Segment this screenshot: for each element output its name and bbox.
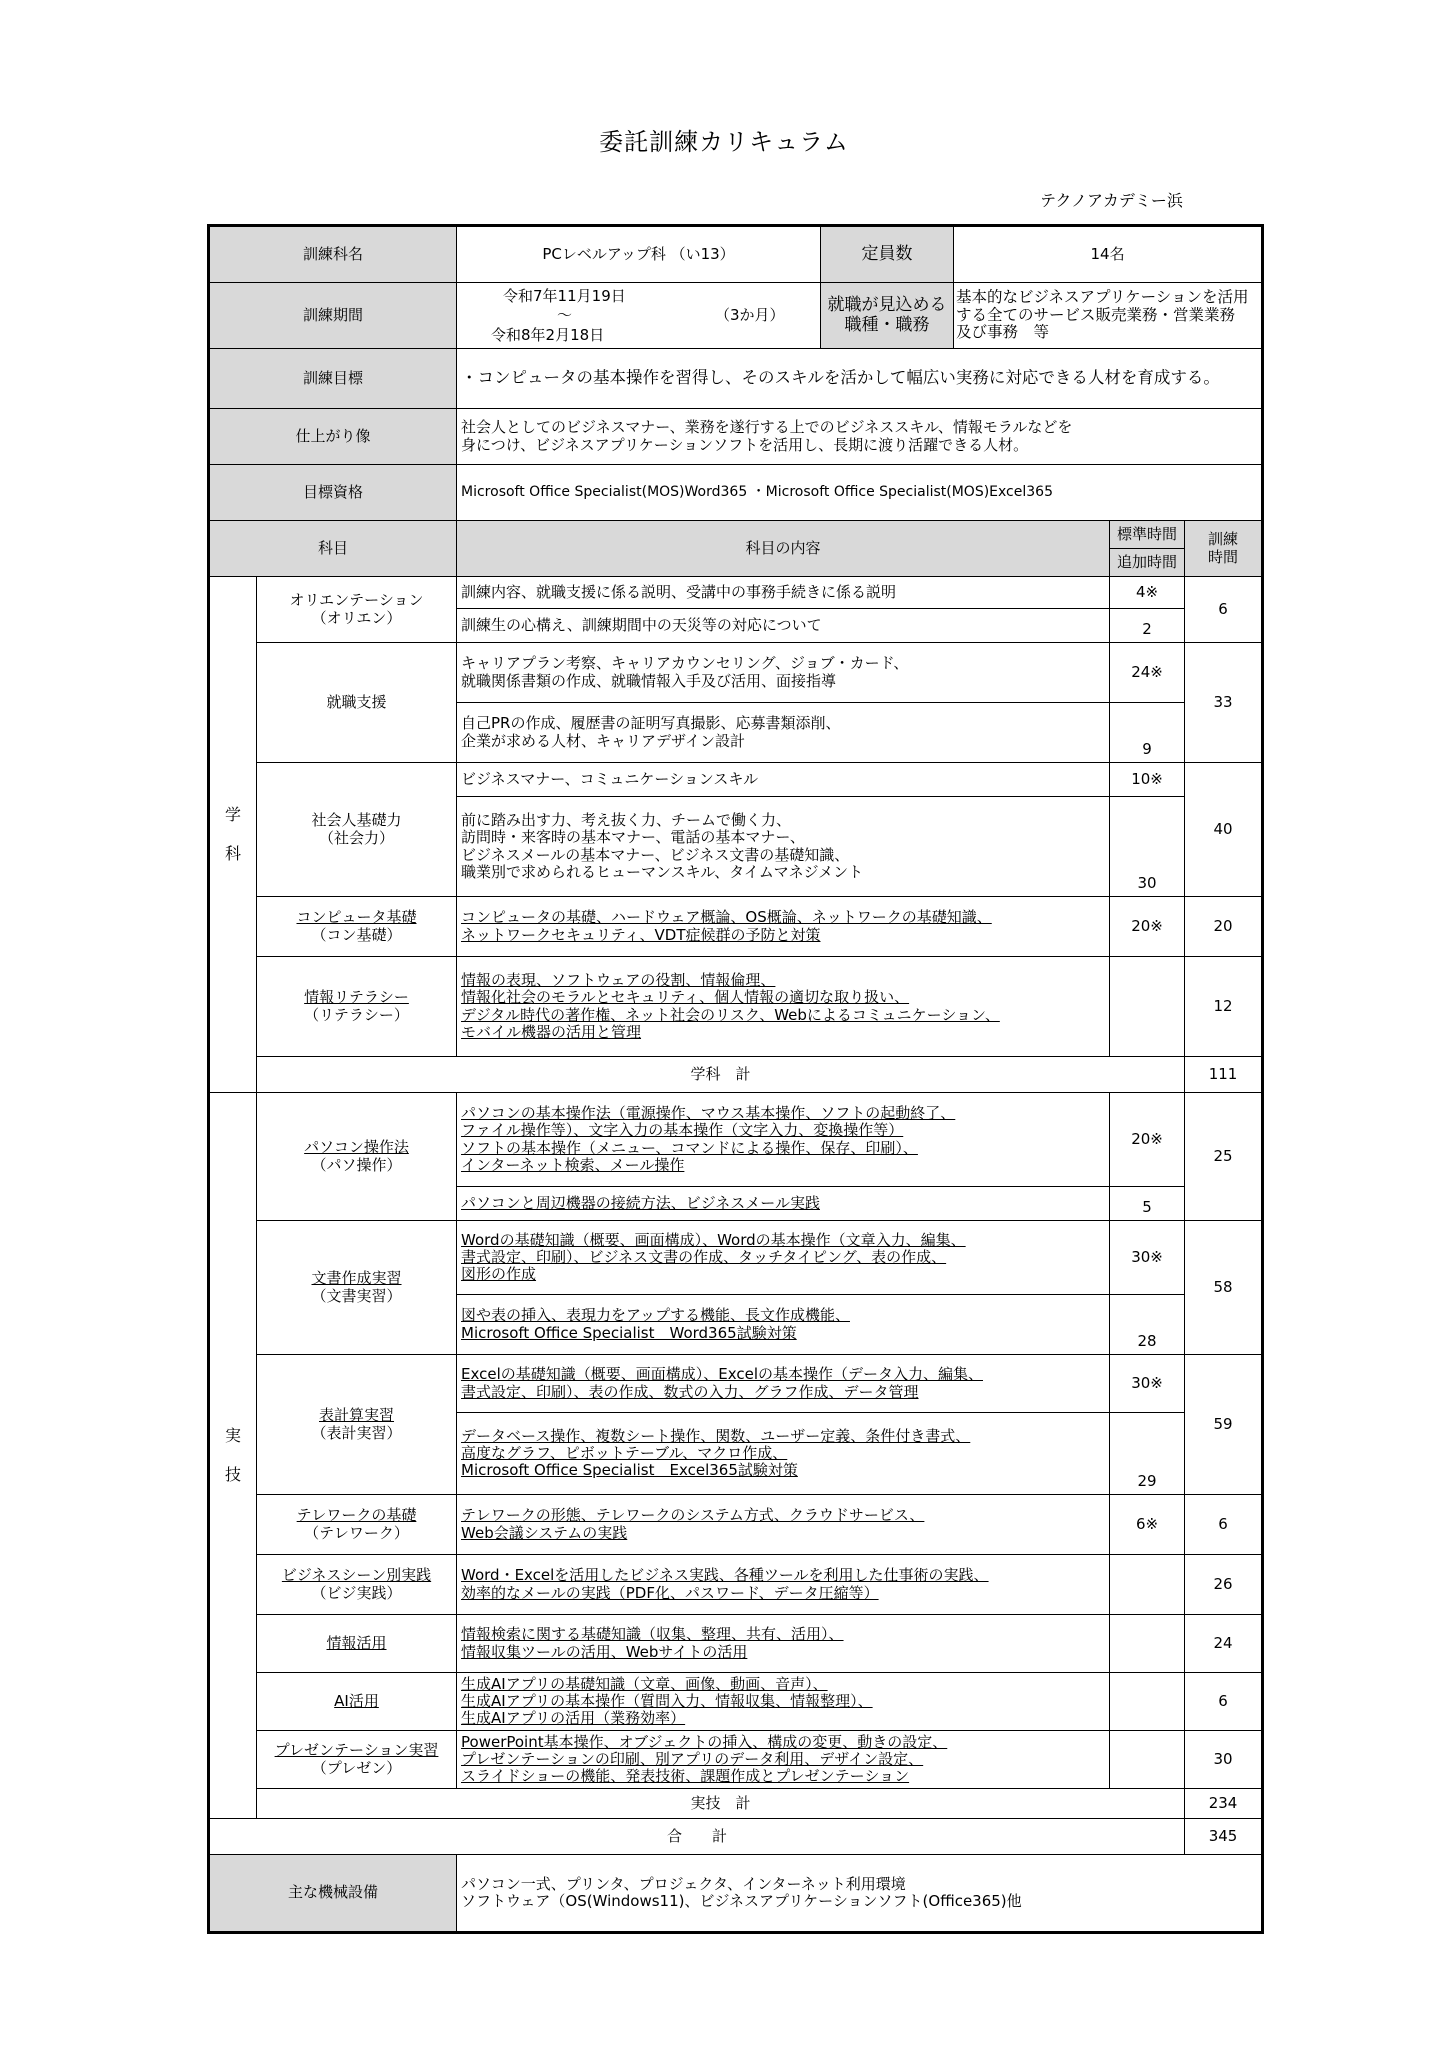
train-hours-line: 訓練: [1208, 530, 1239, 549]
content-line: Web会議システムの実践: [461, 1523, 628, 1542]
train-hours-line: 時間: [1208, 547, 1239, 566]
subject-content-cell: [457, 957, 1110, 1057]
content-line: 情報収集ツールの活用、Webサイトの活用: [461, 1642, 748, 1661]
content-line: Word・Excelを活用したビジネス実践、各種ツールを利用した仕事術の実践、: [461, 1566, 989, 1585]
subject-content-cell: [457, 797, 1110, 897]
content-line: データベース操作、複数シート操作、関数、ユーザー定義、条件付き書式、: [461, 1426, 971, 1445]
subject-row: [209, 1495, 1263, 1555]
content-line: インターネット検索、メール操作: [461, 1155, 685, 1174]
subject-name: 文書作成実習: [311, 1269, 402, 1288]
content-line: Wordの基礎知識（概要、画面構成）、Wordの基本操作（文章入力、編集、: [461, 1230, 966, 1249]
capacity-value: 14名: [954, 226, 1263, 283]
standard-hours-cell: [1110, 1731, 1185, 1789]
course-name-label: 訓練科名: [209, 226, 457, 283]
content-line: ネットワークセキュリティ、VDT症候群の予防と対策: [461, 925, 821, 944]
content-line: 生成AIアプリの基礎知識（文章、画像、動画、音声）、: [461, 1674, 828, 1693]
subject-name: 社会人基礎力: [311, 811, 402, 830]
content-line: 訓練内容、就職支援に係る説明、受講中の事務手続きに係る説明: [461, 582, 897, 601]
section-total-value: 234: [1185, 1789, 1263, 1819]
subject-name: 情報リテラシー: [304, 988, 409, 1007]
content-line: ビジネスマナー、コミュニケーションスキル: [461, 769, 759, 788]
content-line: 効率的なメールの実践（PDF化、パスワード、データ圧縮等）: [461, 1583, 879, 1602]
content-line: 図や表の挿入、表現力をアップする機能、長文作成機能、: [461, 1306, 850, 1325]
subject-name: AI活用: [334, 1691, 379, 1710]
subject-content-cell: [457, 577, 1110, 609]
finish-line: 身につけ、ビジネスアプリケーションソフトを活用し、長期に渡り活躍できる人材。: [461, 435, 1029, 454]
training-hours-cell: 30: [1185, 1731, 1263, 1789]
subject-name: 就職支援: [326, 692, 387, 711]
subject-column-header: 科目: [209, 521, 457, 577]
subject-name: テレワークの基礎: [296, 1506, 417, 1525]
section-total-label: 実技 計: [257, 1789, 1185, 1819]
training-hours-cell: 59: [1185, 1355, 1263, 1495]
grand-total-label: 合 計: [209, 1819, 1185, 1855]
subject-name-cell: [257, 1615, 457, 1673]
subject-name-cell: [257, 1093, 457, 1221]
row-period: [209, 283, 1263, 349]
subject-name-cell: [257, 1673, 457, 1731]
subject-name-cell: [257, 577, 457, 643]
content-line: 書式設定、印刷）、表の作成、数式の入力、グラフ作成、データ管理: [461, 1382, 919, 1401]
standard-hours-cell: 30※: [1110, 1355, 1185, 1413]
training-hours-cell: 6: [1185, 577, 1263, 643]
subject-content-cell: [457, 1187, 1110, 1221]
subject-content-cell: [457, 703, 1110, 763]
training-hours-cell: 40: [1185, 763, 1263, 897]
jobs-label: [821, 283, 954, 349]
content-line: モバイル機器の活用と管理: [461, 1022, 642, 1041]
standard-hours-cell: 6※: [1110, 1495, 1185, 1555]
subject-row: [209, 897, 1263, 957]
content-line: 職業別で求められるヒューマンスキル、タイムマネジメント: [461, 862, 864, 881]
subject-content-cell: [457, 1731, 1110, 1789]
subject-content-cell: [457, 1495, 1110, 1555]
subject-name-cell: [257, 1221, 457, 1355]
subject-row: [209, 1093, 1263, 1187]
content-line: 高度なグラフ、ピボットテーブル、マクロ作成、: [461, 1443, 788, 1462]
subject-abbr: （パソ操作）: [311, 1155, 402, 1174]
content-column-header: 科目の内容: [457, 521, 1110, 577]
content-line: 情報の表現、ソフトウェアの役割、情報倫理、: [461, 971, 776, 989]
subject-name: プレゼンテーション実習: [274, 1741, 439, 1760]
std-hours-column-header: 標準時間: [1110, 521, 1185, 549]
subject-abbr: （社会力）: [319, 828, 395, 847]
section-total-value: 111: [1185, 1057, 1263, 1093]
subject-abbr: （表計実習）: [311, 1423, 402, 1442]
qualification-label: 目標資格: [209, 465, 457, 521]
subject-name: コンピュータ基礎: [296, 908, 417, 927]
subject-name: パソコン操作法: [304, 1138, 409, 1157]
grand-total-row: [209, 1819, 1263, 1855]
training-hours-cell: 6: [1185, 1495, 1263, 1555]
content-line: 情報検索に関する基礎知識（収集、整理、共有、活用）、: [461, 1625, 844, 1644]
finish-label: 仕上がり像: [209, 409, 457, 465]
finish-value: [457, 409, 1263, 465]
jobs-line: 及び事務 等: [956, 323, 1050, 342]
subject-row: [209, 1555, 1263, 1615]
goal-value: ・コンピュータの基本操作を習得し、そのスキルを活かして幅広い実務に対応できる人材を育成する。: [457, 349, 1263, 409]
organization-name: テクノアカデミー浜: [1040, 191, 1183, 210]
subject-name-cell: [257, 1495, 457, 1555]
training-hours-cell: 26: [1185, 1555, 1263, 1615]
subject-content-cell: [457, 643, 1110, 703]
jitsugi-category-cell: [209, 1093, 257, 1819]
gakka-total-row: [209, 1057, 1263, 1093]
content-line: 前に踏み出す力、考え抜く力、チームで働く力、: [461, 811, 792, 829]
standard-hours-cell: 2: [1110, 609, 1185, 643]
subject-row: [209, 1355, 1263, 1413]
subject-name-cell: [257, 1731, 457, 1789]
content-line: パソコンと周辺機器の接続方法、ビジネスメール実践: [461, 1193, 820, 1212]
train-hours-column-header: [1185, 521, 1263, 577]
capacity-label: 定員数: [821, 226, 954, 283]
content-line: 訓練生の心構え、訓練期間中の天災等の対応について: [461, 615, 822, 634]
jobs-label-line-1: 就職が見込める: [827, 294, 947, 315]
subject-row: [209, 577, 1263, 609]
period-start: 令和7年11月19日: [503, 286, 626, 305]
category-label: 実: [224, 1426, 241, 1446]
subject-name-cell: [257, 957, 457, 1057]
subject-content-cell: [457, 1295, 1110, 1355]
content-line: テレワークの形態、テレワークのシステム方式、クラウドサービス、: [461, 1506, 925, 1525]
content-line: プレゼンテーションの印刷、別アプリのデータ利用、デザイン設定、: [461, 1749, 924, 1768]
period-label: 訓練期間: [209, 283, 457, 349]
subject-name-cell: [257, 1355, 457, 1495]
content-line: 就職関係書類の作成、就職情報入手及び活用、面接指導: [461, 671, 837, 690]
subject-content-cell: [457, 1673, 1110, 1731]
subject-content-cell: [457, 1355, 1110, 1413]
grand-total-value: 345: [1185, 1819, 1263, 1855]
standard-hours-cell: 10※: [1110, 763, 1185, 797]
subject-content-cell: [457, 1093, 1110, 1187]
training-hours-cell: 58: [1185, 1221, 1263, 1355]
equipment-line: パソコン一式、プリンタ、プロジェクタ、インターネット利用環境: [461, 1874, 906, 1893]
equipment-line: ソフトウェア（OS(Windows11)、ビジネスアプリケーションソフト(Office365)他: [461, 1892, 1022, 1910]
finish-line: 社会人としてのビジネスマナー、業務を遂行する上でのビジネススキル、情報モラルなどを: [461, 418, 1073, 437]
subject-name: 情報活用: [326, 1633, 387, 1652]
standard-hours-cell: 30: [1110, 797, 1185, 897]
period-tilde: ～: [557, 305, 573, 324]
period-duration: （3か月）: [715, 305, 785, 324]
subject-row: [209, 1221, 1263, 1295]
subject-name-cell: [257, 1555, 457, 1615]
subject-name-cell: [257, 897, 457, 957]
subject-row: [209, 957, 1263, 1057]
category-label: 学: [224, 805, 241, 825]
qualification-value: Microsoft Office Specialist(MOS)Word365 ・Microsoft Office Specialist(MOS)Excel365: [457, 465, 1263, 521]
training-hours-cell: 24: [1185, 1615, 1263, 1673]
content-line: コンピュータの基礎、ハードウェア概論、OS概論、ネットワークの基礎知識、: [461, 908, 992, 927]
jobs-line: 基本的なビジネスアプリケーションを活用: [956, 287, 1249, 306]
category-label: 技: [224, 1464, 241, 1484]
standard-hours-cell: 20※: [1110, 897, 1185, 957]
subject-abbr: （オリエン）: [311, 608, 402, 627]
standard-hours-cell: 29: [1110, 1413, 1185, 1495]
subject-content-cell: [457, 763, 1110, 797]
subject-abbr: （コン基礎）: [311, 925, 402, 944]
gakka-category-cell: [209, 577, 257, 1093]
row-qualification: [209, 465, 1263, 521]
content-line: ファイル操作等）、文字入力の基本操作（文字入力、変換操作等）: [461, 1121, 904, 1140]
training-hours-cell: 6: [1185, 1673, 1263, 1731]
content-line: 訪問時・来客時の基本マナー、電話の基本マナー、: [461, 828, 805, 847]
page-title: 委託訓練カリキュラム: [599, 128, 849, 156]
content-line: 書式設定、印刷）、ビジネス文書の作成、タッチタイピング、表の作成、: [461, 1247, 947, 1266]
standard-hours-cell: [1110, 1673, 1185, 1731]
subject-abbr: （プレゼン）: [311, 1758, 402, 1777]
subject-abbr: （リテラシー）: [304, 1005, 409, 1024]
row-goal: [209, 349, 1263, 409]
standard-hours-cell: 5: [1110, 1187, 1185, 1221]
training-hours-cell: 25: [1185, 1093, 1263, 1221]
content-line: 図形の作成: [461, 1265, 537, 1284]
standard-hours-cell: 30※: [1110, 1221, 1185, 1295]
content-line: 自己PRの作成、履歴書の証明写真撮影、応募書類添削、: [461, 714, 841, 733]
jobs-value: [954, 283, 1263, 349]
content-line: キャリアプラン考察、キャリアカウンセリング、ジョブ・カード、: [461, 654, 909, 673]
jobs-line: する全てのサービス販売業務・営業業務: [956, 305, 1236, 324]
training-hours-cell: 33: [1185, 643, 1263, 763]
period-end: 令和8年2月18日: [491, 325, 605, 344]
equipment-label: 主な機械設備: [209, 1855, 457, 1933]
period-cell: [457, 283, 821, 349]
content-line: PowerPoint基本操作、オブジェクトの挿入、構成の変更、動きの設定、: [461, 1732, 948, 1751]
subject-row: [209, 643, 1263, 703]
course-name: PCレベルアップ科 （い13）: [457, 226, 821, 283]
content-line: パソコンの基本操作法（電源操作、マウス基本操作、ソフトの起動終了、: [461, 1104, 956, 1122]
add-hours-column-header: 追加時間: [1110, 549, 1185, 577]
jobs-label-line-2: 職種・職務: [844, 314, 930, 335]
subject-content-cell: [457, 1555, 1110, 1615]
standard-hours-cell: 4※: [1110, 577, 1185, 609]
standard-hours-cell: 24※: [1110, 643, 1185, 703]
content-line: Microsoft Office Specialist Excel365試験対策: [461, 1461, 798, 1480]
subject-row: [209, 1615, 1263, 1673]
subject-abbr: （ビジ実践）: [311, 1583, 402, 1602]
equipment-value: [457, 1855, 1263, 1933]
standard-hours-cell: 9: [1110, 703, 1185, 763]
subject-name-cell: [257, 643, 457, 763]
subject-content-cell: [457, 609, 1110, 643]
subject-name: 表計算実習: [319, 1406, 395, 1425]
row-course-name: [209, 226, 1263, 283]
subject-row: [209, 1731, 1263, 1789]
subject-content-cell: [457, 1221, 1110, 1295]
section-total-label: 学科 計: [257, 1057, 1185, 1093]
subject-content-cell: [457, 1615, 1110, 1673]
content-line: 生成AIアプリの活用（業務効率）: [461, 1709, 686, 1728]
content-line: ソフトの基本操作（メニュー、コマンドによる操作、保存、印刷）、: [461, 1138, 918, 1157]
standard-hours-cell: 28: [1110, 1295, 1185, 1355]
standard-hours-cell: [1110, 957, 1185, 1057]
training-hours-cell: 12: [1185, 957, 1263, 1057]
content-line: ビジネスメールの基本マナー、ビジネス文書の基礎知識、: [461, 845, 850, 864]
content-line: 企業が求める人材、キャリアデザイン設計: [461, 731, 745, 750]
standard-hours-cell: [1110, 1555, 1185, 1615]
category-label: 科: [224, 843, 241, 863]
row-finish: [209, 409, 1263, 465]
jitsugi-total-row: [209, 1789, 1263, 1819]
subject-name: ビジネスシーン別実践: [281, 1566, 432, 1585]
content-line: 情報化社会のモラルとセキュリティ、個人情報の適切な取り扱い、: [461, 988, 910, 1007]
subject-content-cell: [457, 1413, 1110, 1495]
curriculum-table: [207, 224, 1264, 1934]
content-line: 生成AIアプリの基本操作（質問入力、情報収集、情報整理）、: [461, 1691, 873, 1710]
standard-hours-cell: 20※: [1110, 1093, 1185, 1187]
subject-abbr: （文書実習）: [311, 1286, 402, 1305]
content-line: Microsoft Office Specialist Word365試験対策: [461, 1323, 797, 1342]
subject-abbr: （テレワーク）: [304, 1523, 409, 1542]
content-line: Excelの基礎知識（概要、画面構成）、Excelの基本操作（データ入力、編集、: [461, 1365, 983, 1384]
content-line: デジタル時代の著作権、ネット社会のリスク、Webによるコミュニケーション、: [461, 1005, 1000, 1024]
subject-name-cell: [257, 763, 457, 897]
content-line: スライドショーの機能、発表技術、課題作成とプレゼンテーション: [461, 1767, 910, 1786]
row-column-header: [209, 521, 1263, 549]
training-hours-cell: 20: [1185, 897, 1263, 957]
subject-row: [209, 763, 1263, 797]
standard-hours-cell: [1110, 1615, 1185, 1673]
equipment-row: [209, 1855, 1263, 1933]
subject-content-cell: [457, 897, 1110, 957]
subject-row: [209, 1673, 1263, 1731]
subject-name: オリエンテーション: [289, 591, 424, 610]
goal-label: 訓練目標: [209, 349, 457, 409]
